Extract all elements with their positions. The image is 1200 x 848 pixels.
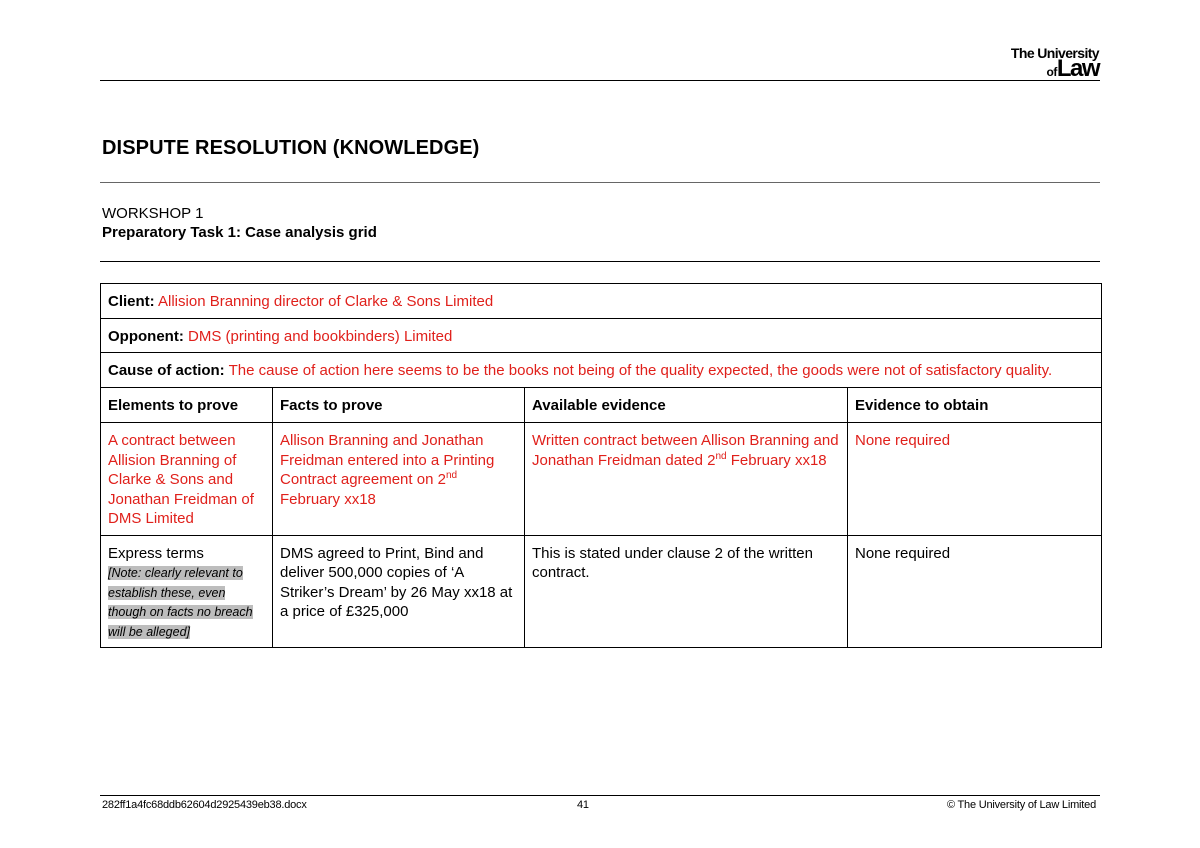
task-label: Preparatory Task 1: Case analysis grid [102,224,377,241]
facts-cell [273,423,525,536]
logo-line-1: The University [1010,45,1099,61]
element-text: Express terms [108,544,204,562]
cause-row [101,353,1102,388]
client-row [101,284,1102,319]
facts-text: Allison Branning and Jonathan Freidman entered into a Printing Contract agreement on 2 [280,432,495,488]
opponent-row [101,318,1102,353]
element-cell: A contract between Allision Branning of Clarke & Sons and Jonathan Freidman of DMS Limited [101,423,273,536]
workshop-label: WORKSHOP 1 [102,205,204,222]
evidence-text: Written contract between Allison Branning and Jonathan Freidman dated 2 [532,432,839,469]
table-row [101,535,1102,648]
facts-text-end: February xx18 [280,490,376,508]
title-divider [100,182,1100,183]
logo-of: of [1046,65,1057,79]
university-of-law-logo [1011,46,1099,81]
header-rule [100,80,1100,81]
cause-value: The cause of action here seems to be the books not being of the quality expected, the goods were not of satisfactory quality. [228,362,1053,379]
case-analysis-grid [100,283,1102,648]
footer-page-number: 41 [577,799,589,811]
opponent-value: DMS (printing and bookbinders) Limited [188,327,453,345]
note-text: [Note: clearly relevant to establish these, even though on facts no breach will be alleged] [108,566,253,639]
header-row [101,387,1102,423]
obtain-cell: None required [848,535,1102,648]
cause-label: Cause of action: [108,362,225,379]
client-label: Client: [108,293,155,310]
section-divider [100,261,1100,262]
workshop-heading [102,204,377,242]
evidence-text-end: February xx18 [726,451,827,469]
col-header-elements: Elements to prove [101,387,273,423]
logo-law: Law [1056,55,1099,82]
facts-cell: DMS agreed to Print, Bind and deliver 500,000 copies of ‘A Striker’s Dream’ by 26 May xx18 at a price of £325,000 [273,535,525,648]
col-header-facts: Facts to prove [273,387,525,423]
evidence-cell: This is stated under clause 2 of the written contract. [525,535,848,648]
footer-copyright: © The University of Law Limited [946,799,1096,811]
client-value: Allision Branning director of Clarke & Sons Limited [158,293,494,310]
opponent-label: Opponent: [108,327,184,345]
footer-filename: 282ff1a4fc68ddb62604d2925439eb38.docx [102,799,307,811]
footer-rule [100,795,1100,796]
table-row [101,423,1102,536]
col-header-obtain: Evidence to obtain [848,387,1102,423]
evidence-cell [525,423,848,536]
col-header-available: Available evidence [525,387,848,423]
obtain-cell: None required [848,423,1102,536]
element-cell [101,535,273,648]
facts-sup: nd [445,470,458,481]
page-title: DISPUTE RESOLUTION (KNOWLEDGE) [102,137,480,159]
evidence-sup: nd [715,450,727,462]
